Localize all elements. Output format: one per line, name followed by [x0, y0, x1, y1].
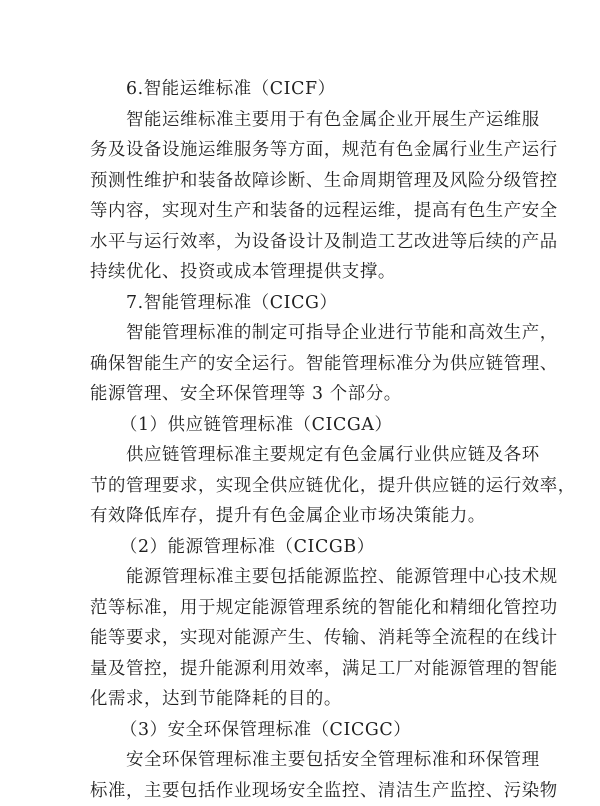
paragraph-line: 能源管理标准主要包括能源监控、能源管理中心技术规 [90, 562, 520, 593]
paragraph-line: 务及设备设施运维服务等方面，规范有色金属行业生产运行 [90, 135, 520, 166]
paragraph-line: 智能运维标准主要用于有色金属企业开展生产运维服 [90, 105, 520, 136]
paragraph-line: 确保智能生产的安全运行。智能管理标准分为供应链管理、 [90, 349, 520, 380]
paragraph-line: 预测性维护和装备故障诊断、生命周期管理及风险分级管控 [90, 166, 520, 197]
section-heading-cicga: （1）供应链管理标准（CICGA） [90, 410, 520, 441]
paragraph-line: 量及管控，提升能源利用效率，满足工厂对能源管理的智能 [90, 654, 520, 685]
paragraph-line: 能源管理、安全环保管理等 3 个部分。 [90, 379, 520, 410]
paragraph-line: 安全环保管理标准主要包括安全管理标准和环保管理 [90, 745, 520, 776]
section-heading-cicgb: （2）能源管理标准（CICGB） [90, 532, 520, 563]
section-heading-cicgc: （3）安全环保管理标准（CICGC） [90, 715, 520, 746]
paragraph-line: 标准，主要包括作业现场安全监控、清洁生产监控、污染物 [90, 776, 520, 806]
document-page [90, 74, 520, 806]
paragraph-line: 持续优化、投资或成本管理提供支撑。 [90, 257, 520, 288]
paragraph-line: 节的管理要求，实现全供应链优化，提升供应链的运行效率， [90, 471, 520, 502]
paragraph-line: 水平与运行效率，为设备设计及制造工艺改进等后续的产品 [90, 227, 520, 258]
paragraph-line: 等内容，实现对生产和装备的远程运维，提高有色生产安全 [90, 196, 520, 227]
paragraph-line: 化需求，达到节能降耗的目的。 [90, 684, 520, 715]
paragraph-line: 有效降低库存，提升有色金属企业市场决策能力。 [90, 501, 520, 532]
paragraph-line: 能等要求，实现对能源产生、传输、消耗等全流程的在线计 [90, 623, 520, 654]
section-heading-cicg: 7.智能管理标准（CICG） [90, 288, 520, 319]
paragraph-line: 智能管理标准的制定可指导企业进行节能和高效生产， [90, 318, 520, 349]
paragraph-line: 范等标准，用于规定能源管理系统的智能化和精细化管控功 [90, 593, 520, 624]
section-heading-cicf: 6.智能运维标准（CICF） [90, 74, 520, 105]
paragraph-line: 供应链管理标准主要规定有色金属行业供应链及各环 [90, 440, 520, 471]
